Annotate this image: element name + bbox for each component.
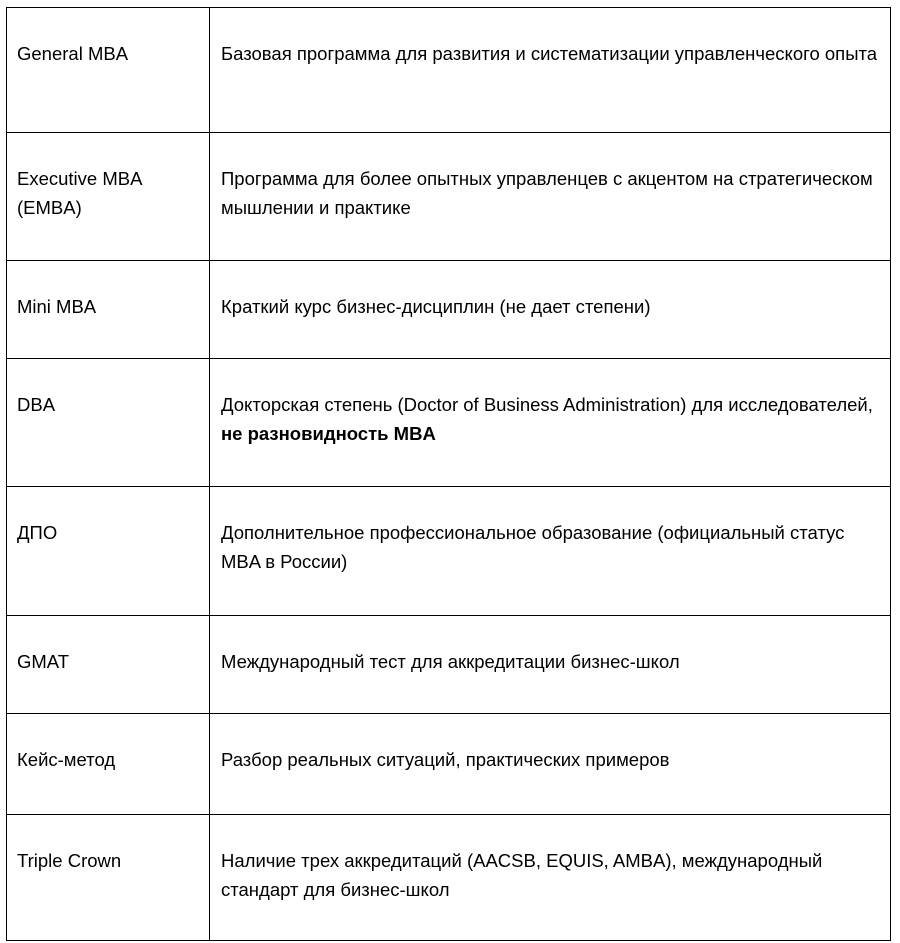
- term-cell: Кейс-метод: [7, 714, 210, 815]
- table-row: [7, 133, 891, 261]
- table-row: [7, 359, 891, 487]
- glossary-table: [6, 7, 891, 941]
- table-row: [7, 815, 891, 941]
- definition-cell: Разбор реальных ситуаций, практических примеров: [210, 714, 891, 815]
- table-row: [7, 616, 891, 714]
- definition-cell: Международный тест для аккредитации бизнес-школ: [210, 616, 891, 714]
- term-cell: Mini MBA: [7, 261, 210, 359]
- term-cell: DBA: [7, 359, 210, 487]
- definition-cell: Краткий курс бизнес-дисциплин (не дает степени): [210, 261, 891, 359]
- definition-cell: [210, 359, 891, 487]
- definition-cell: Базовая программа для развития и систематизации управленческого опыта: [210, 8, 891, 133]
- term-cell: Executive MBA (EMBA): [7, 133, 210, 261]
- term-cell: GMAT: [7, 616, 210, 714]
- table-row: [7, 8, 891, 133]
- term-cell: ДПО: [7, 487, 210, 616]
- table-row: [7, 487, 891, 616]
- table-row: [7, 714, 891, 815]
- term-cell: General MBA: [7, 8, 210, 133]
- definition-text: Докторская степень (Doctor of Business Administration) для исследователей,: [221, 394, 873, 415]
- definition-cell: Программа для более опытных управленцев с акцентом на стратегическом мышлении и практике: [210, 133, 891, 261]
- table-row: [7, 261, 891, 359]
- term-cell: Triple Crown: [7, 815, 210, 941]
- definition-cell: Наличие трех аккредитаций (AACSB, EQUIS, AMBA), международный стандарт для бизнес-школ: [210, 815, 891, 941]
- definition-bold-text: не разновидность MBA: [221, 423, 436, 444]
- definition-cell: Дополнительное профессиональное образование (официальный статус MBA в России): [210, 487, 891, 616]
